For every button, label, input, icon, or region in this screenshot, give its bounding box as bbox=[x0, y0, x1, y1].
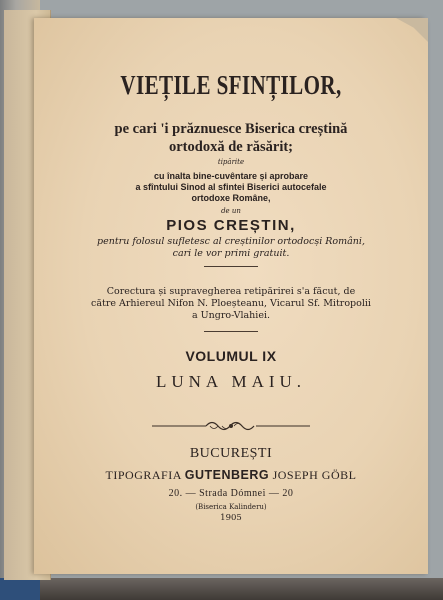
purpose-line-2: cari le vor primi gratuit. bbox=[172, 248, 290, 259]
correction-line-1: Corectura și supravegherea retipărirei s'a făcut, de bbox=[106, 286, 356, 297]
press-name: GUTENBERG bbox=[184, 468, 270, 482]
church-note: (Biserica Kalinderu) bbox=[195, 503, 267, 511]
by-prefix: de un bbox=[221, 207, 241, 215]
printing-house bbox=[34, 468, 428, 483]
printed-note: tipărite bbox=[217, 158, 245, 166]
divider-rule bbox=[204, 331, 258, 332]
torn-corner bbox=[396, 18, 428, 42]
street-address: 20. — Strada Dómnei — 20 bbox=[168, 488, 294, 499]
title-page bbox=[34, 18, 428, 574]
divider-rule bbox=[204, 266, 258, 267]
correction-line-3: a Ungro-Vlahiei. bbox=[191, 310, 271, 321]
ornament-divider bbox=[34, 416, 428, 436]
license-line-1: cu înalta bine-cuvêntare și aprobare bbox=[153, 171, 309, 181]
purpose-line-1: pentru folosul sufletesc al creștinilor ortodocși Români, bbox=[97, 236, 365, 247]
author: PIOS CREȘTIN, bbox=[166, 217, 296, 234]
publication-year: 1905 bbox=[220, 513, 242, 523]
book-spine-bottom bbox=[0, 578, 443, 600]
correction-line-2: către Arhiereul Nifon N. Ploeșteanu, Vicarul Sf. Mitropolii bbox=[91, 298, 371, 309]
subtitle-line-1: pe cari 'i prăznuesce Biserica creștină bbox=[114, 121, 348, 137]
publisher-city: BUCUREȘTI bbox=[189, 446, 273, 461]
blue-binding bbox=[0, 578, 40, 600]
volume-label: VOLUMUL IX bbox=[185, 348, 277, 364]
month-label: LUNA MAIU. bbox=[155, 372, 307, 391]
press-suffix: JOSEPH GÖBL bbox=[269, 468, 357, 482]
book-title: VIEȚILE SFINȚILOR, bbox=[120, 70, 342, 100]
license-line-2: a sfîntului Sinod al sfintei Biserici autocefale bbox=[135, 182, 327, 192]
subtitle-line-2: ortodoxă de răsărit; bbox=[168, 139, 294, 155]
license-line-3: ortodoxe Române, bbox=[191, 193, 271, 203]
press-prefix: TIPOGRAFIA bbox=[105, 468, 185, 482]
